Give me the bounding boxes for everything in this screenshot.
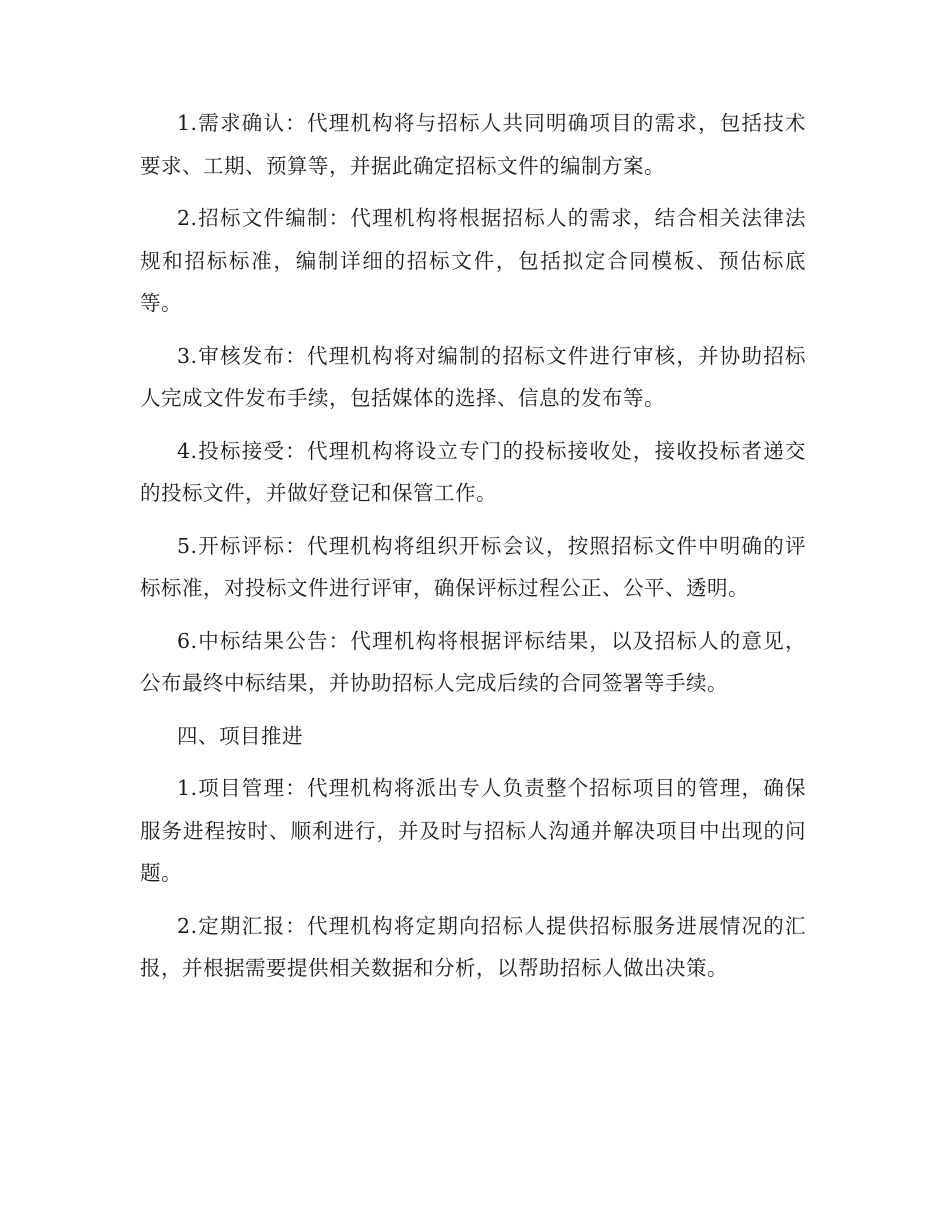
paragraph-regular-reporting: 2.定期汇报：代理机构将定期向招标人提供招标服务进展情况的汇报，并根据需要提供相关数据和分析，以帮助招标人做出决策。 xyxy=(140,913,806,980)
paragraph-bid-acceptance: 4.投标接受：代理机构将设立专门的投标接收处，接收投标者递交的投标文件，并做好登记和保管工作。 xyxy=(140,438,806,505)
paragraph-bid-opening-evaluation: 5.开标评标：代理机构将组织开标会议，按照招标文件中明确的评标标准，对投标文件进行评审，确保评标过程公正、公平、透明。 xyxy=(140,533,806,600)
document-body xyxy=(140,102,806,1000)
paragraph-project-management: 1.项目管理：代理机构将派出专人负责整个招标项目的管理，确保服务进程按时、顺利进行，并及时与招标人沟通并解决项目中出现的问题。 xyxy=(140,776,806,885)
paragraph-tender-document-preparation: 2.招标文件编制：代理机构将根据招标人的需求，结合相关法律法规和招标标准，编制详细的招标文件，包括拟定合同模板、预估标底等。 xyxy=(140,206,806,315)
paragraph-award-announcement: 6.中标结果公告：代理机构将根据评标结果，以及招标人的意见，公布最终中标结果，并协助招标人完成后续的合同签署等手续。 xyxy=(140,628,806,695)
paragraph-review-publish: 3.审核发布：代理机构将对编制的招标文件进行审核，并协助招标人完成文件发布手续，包括媒体的选择、信息的发布等。 xyxy=(140,343,806,410)
section-heading: 四、项目推进 xyxy=(177,723,303,748)
paragraph-requirement-confirmation: 1.需求确认：代理机构将与招标人共同明确项目的需求，包括技术要求、工期、预算等，并据此确定招标文件的编制方案。 xyxy=(140,111,806,178)
